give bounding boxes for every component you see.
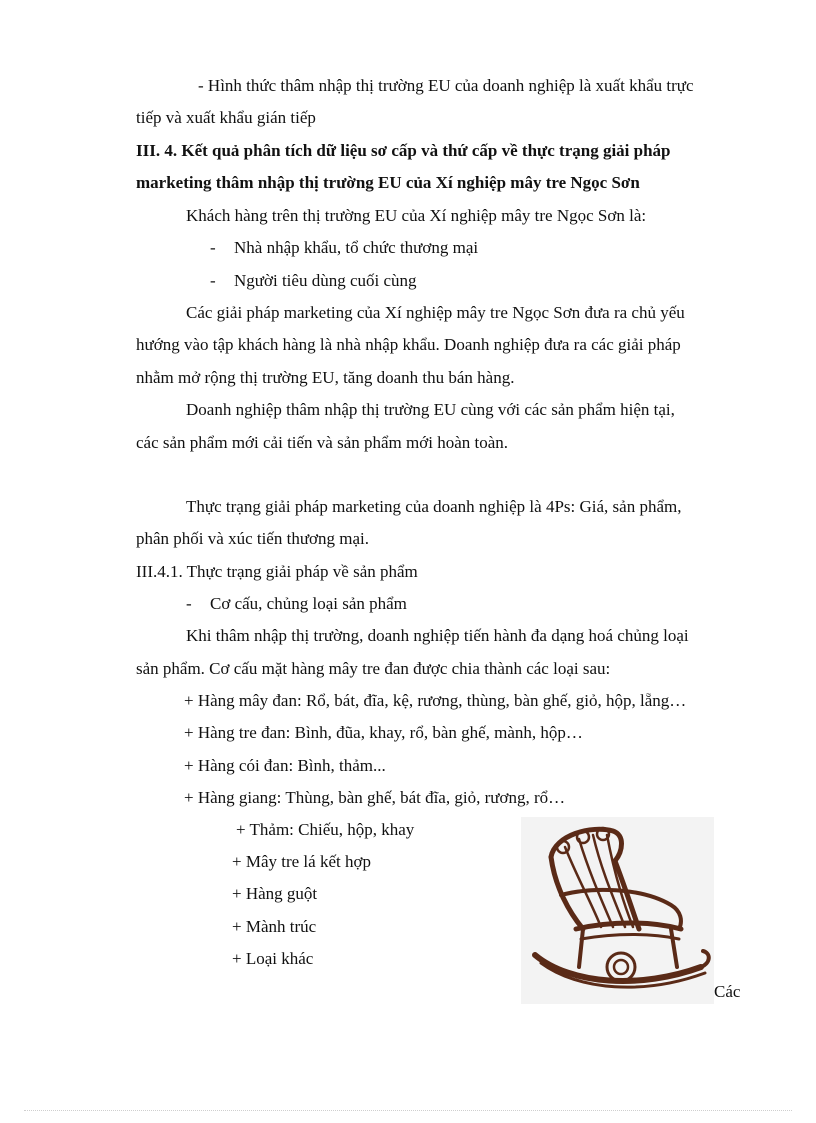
rocking-chair-image (521, 817, 714, 1004)
paragraph-solutions-line-2: hướng vào tập khách hàng là nhà nhập khẩu. Doanh nghiệp đưa ra các giải pháp (136, 335, 681, 354)
list-item-bamboo-blinds: + Mành trúc (232, 917, 317, 936)
paragraph-products-line-2: các sản phẩm mới cải tiến và sản phẩm mới hoàn toàn. (136, 433, 509, 452)
list-item-other: + Loại khác (232, 949, 314, 968)
bullet-line-1: - Hình thức thâm nhập thị trường EU của doanh nghiệp là xuất khẩu trực (198, 76, 694, 95)
paragraph-solutions-line-3: nhằm mở rộng thị trường EU, tăng doanh thu bán hàng. (136, 368, 515, 387)
section-heading-line-2: marketing thâm nhập thị trường EU của Xí nghiệp mây tre Ngọc Sơn (136, 173, 640, 192)
bullet-dash-3: - (186, 594, 192, 613)
list-item-giang: + Hàng giang: Thùng, bàn ghế, bát đĩa, giỏ, rương, rổ… (184, 788, 566, 807)
paragraph-diversify-line-1: Khi thâm nhập thị trường, doanh nghiệp tiến hành đa dạng hoá chủng loại (186, 626, 689, 645)
paragraph-customers: Khách hàng trên thị trường EU của Xí nghiệp mây tre Ngọc Sơn là: (186, 206, 647, 225)
bullet-importers: Nhà nhập khẩu, tổ chức thương mại (234, 238, 479, 257)
paragraph-products-line-1: Doanh nghiệp thâm nhập thị trường EU cùng với các sản phẩm hiện tại, (186, 400, 675, 419)
paragraph-4ps-line-1: Thực trạng giải pháp marketing của doanh nghiệp là 4Ps: Giá, sản phẩm, (186, 497, 682, 516)
list-item-bamboo: + Hàng tre đan: Bình, đũa, khay, rổ, bàn ghế, mành, hộp… (184, 723, 583, 742)
bullet-end-consumers: Người tiêu dùng cuối cùng (234, 271, 417, 290)
paragraph-solutions-line-1: Các giải pháp marketing của Xí nghiệp mây tre Ngọc Sơn đưa ra chủ yếu (186, 303, 685, 322)
paragraph-diversify-line-2: sản phẩm. Cơ cấu mặt hàng mây tre đan được chia thành các loại sau: (136, 659, 611, 678)
page-bottom-divider (24, 1110, 792, 1111)
bullet-dash-1: - (210, 238, 216, 257)
trailing-word-cac: Các (714, 982, 741, 1001)
subsection-heading: III.4.1. Thực trạng giải pháp về sản phẩm (136, 562, 418, 581)
bullet-product-structure: Cơ cấu, chủng loại sản phẩm (210, 594, 407, 613)
rocking-chair-icon (521, 817, 714, 1004)
paragraph-4ps-line-2: phân phối và xúc tiến thương mại. (136, 529, 370, 548)
list-item-guot: + Hàng guột (232, 884, 318, 903)
list-item-combined: + Mây tre lá kết hợp (232, 852, 371, 871)
list-item-rattan: + Hàng mây đan: Rổ, bát, đĩa, kệ, rương, thùng, bàn ghế, giỏ, hộp, lẵng… (184, 691, 687, 710)
list-item-sedge: + Hàng cói đan: Bình, thảm... (184, 756, 386, 775)
bullet-dash-2: - (210, 271, 216, 290)
section-heading-line-1: III. 4. Kết quả phân tích dữ liệu sơ cấp và thứ cấp về thực trạng giải pháp (136, 141, 671, 160)
text-line-2: tiếp và xuất khẩu gián tiếp (136, 108, 316, 127)
list-item-mats: + Thảm: Chiếu, hộp, khay (236, 820, 415, 839)
